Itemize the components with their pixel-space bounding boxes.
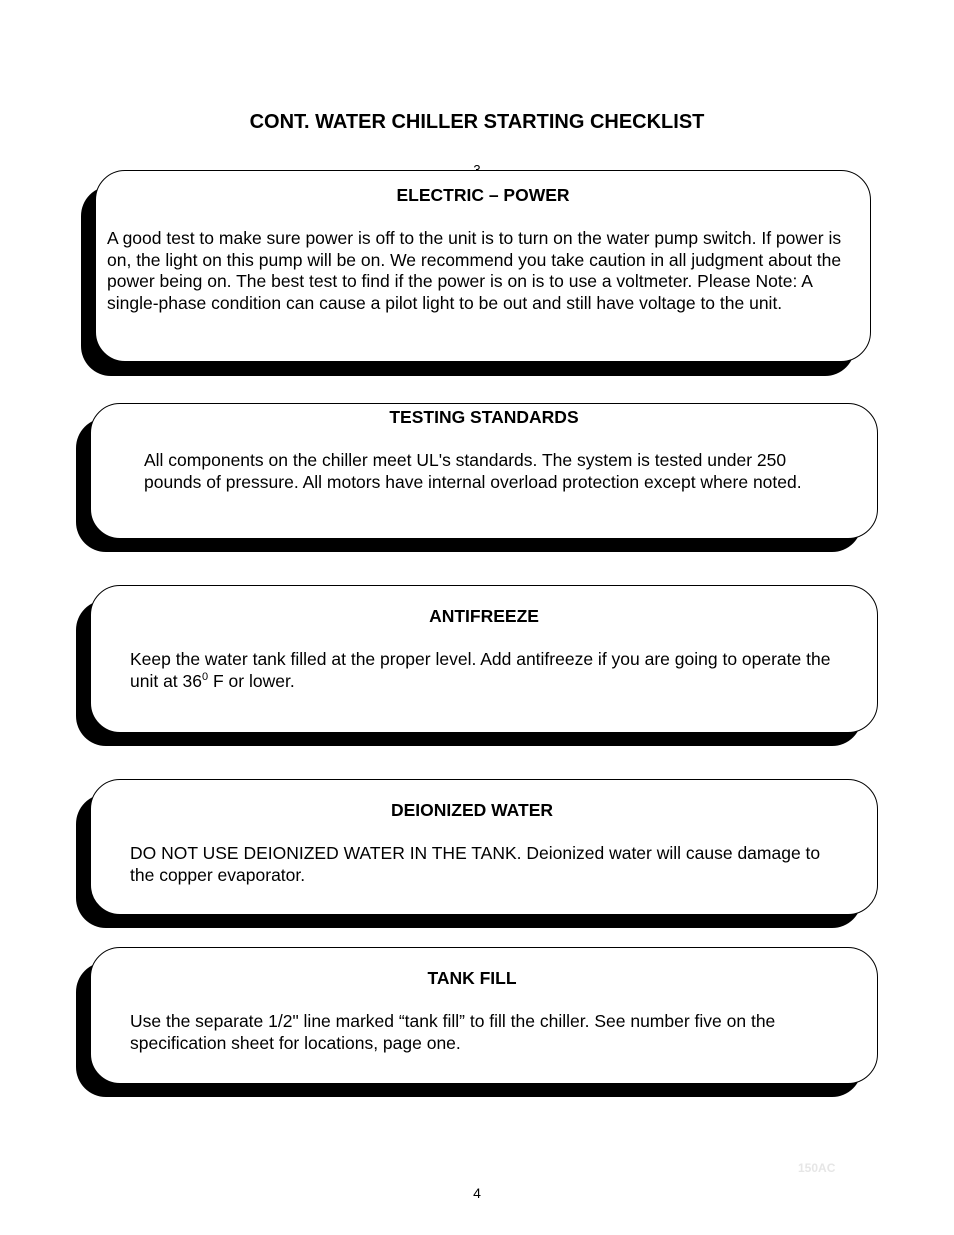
section-title: TESTING STANDARDS bbox=[389, 407, 579, 427]
watermark: 150AC bbox=[798, 1161, 836, 1175]
section-electric-power bbox=[95, 170, 871, 362]
degree-superscript: 0 bbox=[202, 670, 209, 683]
section-tank-fill bbox=[90, 947, 878, 1084]
section-title: DEIONIZED WATER bbox=[390, 800, 554, 820]
section-deionized-water bbox=[90, 779, 878, 915]
section-antifreeze bbox=[90, 585, 878, 733]
section-testing-standards bbox=[90, 403, 878, 539]
section-title: TANK FILL bbox=[427, 968, 517, 988]
section-body: All components on the chiller meet UL's standards. The system is tested under 250 pounds of pressure. All motors have internal overload protection except where noted. bbox=[144, 450, 802, 492]
page-number: 4 bbox=[473, 1185, 481, 1201]
section-title: ELECTRIC – POWER bbox=[396, 185, 570, 205]
section-body: DO NOT USE DEIONIZED WATER IN THE TANK. Deionized water will cause damage to the copper evaporator. bbox=[130, 843, 821, 885]
section-body: Use the separate 1/2" line marked “tank fill” to fill the chiller. See number five on the specification sheet for locations, page one. bbox=[130, 1011, 776, 1053]
body-text: F or lower. bbox=[208, 670, 295, 691]
body-text: Keep the water tank filled at the proper level. Add antifreeze if you are going to operate the unit at 36 bbox=[130, 649, 831, 691]
section-title: ANTIFREEZE bbox=[429, 606, 539, 626]
section-body: A good test to make sure power is off to the unit is to turn on the water pump switch. If power is on, the light on this pump will be on. We recommend you take caution in all judgment about the power being on. The best test to find if the power is on is to use a voltmeter. Please Note: A single-phase condition can cause a pilot light to be out and still have voltage to the unit. bbox=[107, 228, 842, 313]
section-body bbox=[130, 649, 860, 692]
page-title: CONT. WATER CHILLER STARTING CHECKLIST bbox=[249, 111, 705, 133]
